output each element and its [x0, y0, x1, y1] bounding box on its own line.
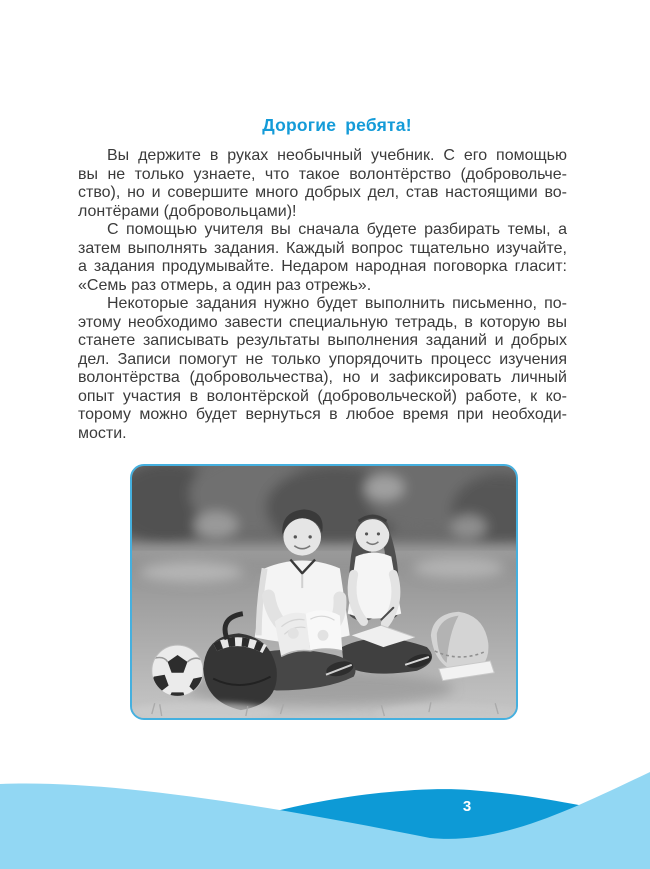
text-line: станете записывать результаты выполнения заданий и добрых — [78, 332, 567, 349]
paragraph — [78, 295, 567, 443]
page-number: 3 — [462, 798, 472, 815]
text-line: Вы держите в руках необычный учебник. С его помощью — [107, 147, 567, 164]
paragraph — [78, 221, 567, 295]
paragraph — [78, 147, 567, 221]
text-line: волонтёрства (добровольчества), но и зафиксировать личный — [78, 369, 567, 386]
text-line: затем выполнять задания. Каждый вопрос тщательно изучайте, — [78, 239, 567, 257]
text-line: опыт участия в волонтёрской (добровольческой) работе, к ко- — [78, 387, 567, 405]
text-line: «Семь раз отмерь, а один раз отрежь». — [78, 276, 372, 294]
text-line: Некоторые задания нужно будет выполнить письменно, по- — [107, 295, 567, 312]
footer-wave — [0, 769, 650, 869]
children-reading-photo-illustration — [132, 466, 516, 718]
wave-light-shape — [0, 772, 650, 869]
text-line: торому можно будет вернуться в любое время при необходи- — [78, 406, 567, 423]
text-line: мости. — [78, 424, 127, 442]
photo-figure — [130, 464, 518, 720]
text-line: дел. Записи помогут не только упорядочить процесс изучения — [78, 350, 567, 368]
page-heading: Дорогие ребята! — [262, 115, 412, 135]
text-line: а задания продумывайте. Недаром народная поговорка гласит: — [78, 258, 567, 275]
text-line: этому необходимо завести специальную тетрадь, в которую вы — [78, 313, 567, 331]
text-line: лонтёрами (добровольцами)! — [78, 202, 297, 220]
text-line: ство), но и совершите много добрых дел, став настоящими во- — [78, 184, 567, 201]
text-line: С помощью учителя вы сначала будете разбирать темы, а — [107, 221, 567, 238]
body-text — [78, 147, 567, 443]
text-line: вы не только узнаете, что такое волонтёрство (добровольче- — [78, 165, 567, 183]
